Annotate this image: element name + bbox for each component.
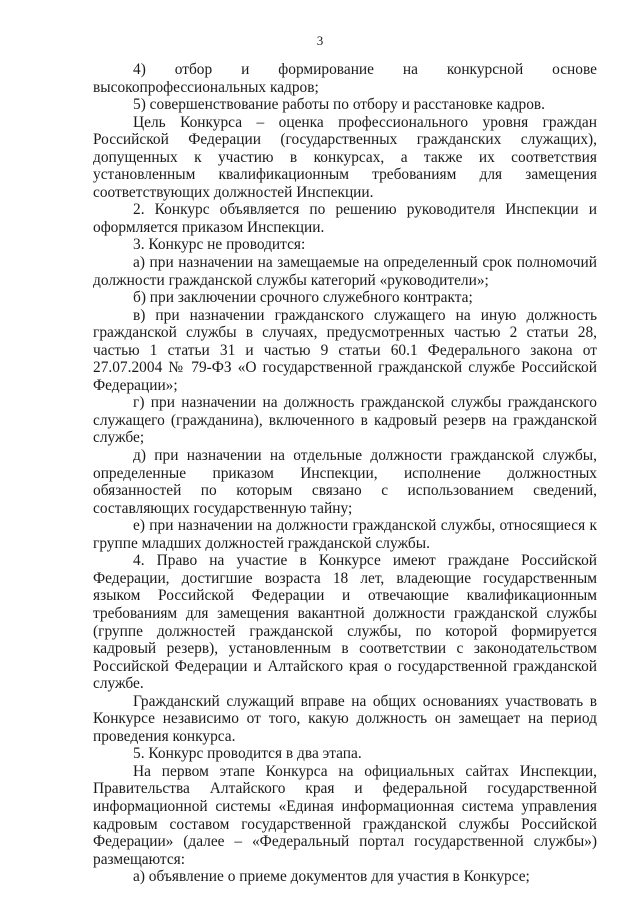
paragraph-3g: г) при назначении на должность гражданской службы гражданского служащего (гражданина), включенного в кадровый резерв на гражданской службе; [93,394,597,447]
paragraph-3d: д) при назначении на отдельные должности гражданской службы, определенные приказом Инспекции, исполнение должностных обязанностей по которым связано с использованием сведений, составляющих государственную тайну; [93,447,597,517]
paragraph-3a: а) при назначении на замещаемые на определенный срок полномочий должности гражданской службы категорий «руководители»; [93,254,597,289]
document-body [93,61,597,886]
paragraph-3v: в) при назначении гражданского служащего на иную должность гражданской службы в случаях, предусмотренных частью 2 статьи 28, частью 1 статьи 31 и частью 9 статьи 60.1 Федерального закона от 27.07.2004 № 79-ФЗ «О государственной гражданской службе Российской Федерации»; [93,306,597,394]
paragraph-item-5: 5) совершенствование работы по отбору и расстановке кадров. [133,96,545,114]
paragraph-civil-servant-right: Гражданский служащий вправе на общих основаниях участвовать в Конкурсе независимо от того, какую должность он замещает на период проведения конкурса. [93,692,597,745]
paragraph-first-stage: На первом этапе Конкурса на официальных сайтах Инспекции, Правительства Алтайского края и федеральной государственной информационной системы «Единая информационная система управления кадровым составом государственной гражданской службы Российской Федерации» (далее – «Федеральный портал государственной службы») размещаются: [93,762,597,868]
paragraph-3e: е) при назначении на должности гражданской службы, относящиеся к группе младших должностей гражданской службы. [93,517,597,552]
paragraph-5: 5. Конкурс проводится в два этапа. [133,745,362,763]
page-number: 3 [316,33,324,48]
paragraph-contest-goal: Цель Конкурса – оценка профессионального уровня граждан Российской Федерации (государственных гражданских служащих), допущенных к участию в конкурсах, а также их соответствия установленным квалификационным требованиям для замещения соответствующих должностей Инспекции. [93,113,597,201]
paragraph-item-4: 4) отбор и формирование на конкурсной основе высокопрофессиональных кадров; [93,61,597,96]
paragraph-4: 4. Право на участие в Конкурсе имеют граждане Российской Федерации, достигшие возраста 18 лет, владеющие государственным языком Российской Федерации и отвечающие квалификационным требованиям для замещения вакантной должности гражданской службы (группе должностей гражданской службы, по которой формируется кадровый резерв), установленным в соответствии с законодательством Российской Федерации и Алтайского края о государственной гражданской службе. [93,552,597,693]
paragraph-5a: а) объявление о приеме документов для участия в Конкурсе; [133,868,530,886]
paragraph-3: 3. Конкурс не проводится: [133,236,306,254]
paragraph-2: 2. Конкурс объявляется по решению руководителя Инспекции и оформляется приказом Инспекции. [93,201,597,236]
paragraph-3b: б) при заключении срочного служебного контракта; [133,289,473,307]
